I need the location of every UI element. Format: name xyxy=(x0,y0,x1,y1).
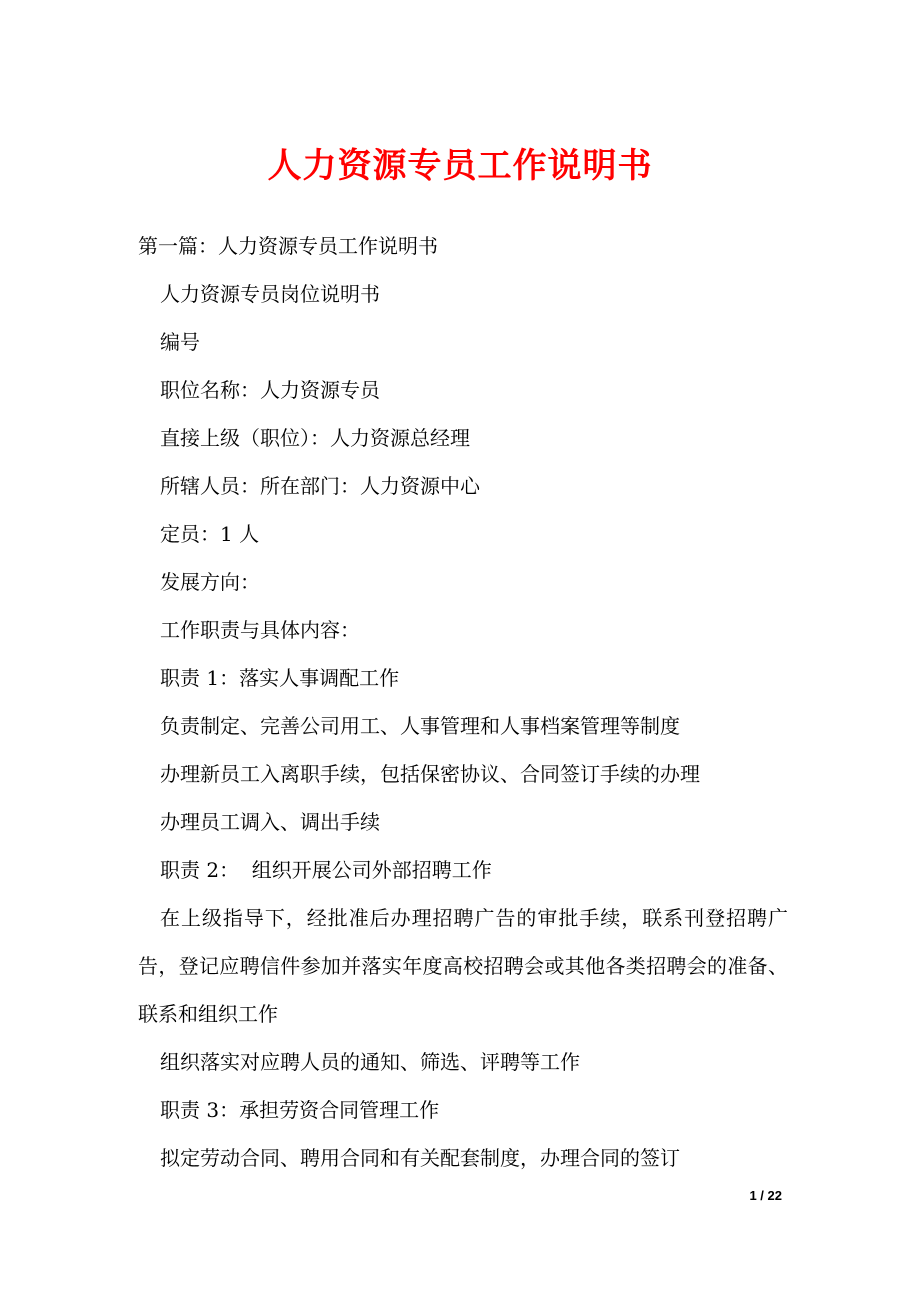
paragraph-career-direction: 发展方向： xyxy=(160,570,260,594)
paragraph-duty-1-item-2: 办理新员工入离职手续，包括保密协议、合同签订手续的办理 xyxy=(160,762,700,786)
paragraph-department: 所辖人员：所在部门：人力资源中心 xyxy=(160,474,480,498)
paragraph-duty-1-item-3: 办理员工调入、调出手续 xyxy=(160,810,380,834)
paragraph-duty-2-item-1: 在上级指导下，经批准后办理招聘广告的审批手续，联系刊登招聘广告，登记应聘信件参加并落实年度高校招聘会或其他各类招聘会的准备、联系和组织工作 xyxy=(138,906,788,1026)
paragraph-duty-3-item-1: 拟定劳动合同、聘用合同和有关配套制度，办理合同的签订 xyxy=(160,1146,680,1170)
paragraph-duty-1: 职责 1：落实人事调配工作 xyxy=(160,666,400,690)
page-number: 1 / 22 xyxy=(749,1188,782,1203)
paragraph-headcount: 定员：1 人 xyxy=(160,522,260,546)
paragraph-duty-3: 职责 3：承担劳资合同管理工作 xyxy=(160,1098,440,1122)
paragraph-duty-1-item-1: 负责制定、完善公司用工、人事管理和人事档案管理等制度 xyxy=(160,714,680,738)
paragraph-chapter-heading: 第一篇：人力资源专员工作说明书 xyxy=(138,234,438,258)
paragraph-direct-supervisor: 直接上级（职位）：人力资源总经理 xyxy=(160,426,470,450)
document-title: 人力资源专员工作说明书 xyxy=(267,146,653,186)
paragraph-duties-heading: 工作职责与具体内容： xyxy=(160,618,360,642)
document-body xyxy=(138,222,788,1182)
paragraph-position-name: 职位名称：人力资源专员 xyxy=(160,378,380,402)
paragraph-duty-2: 职责 2： 组织开展公司外部招聘工作 xyxy=(160,858,492,882)
paragraph-number-label: 编号 xyxy=(160,330,200,354)
paragraph-subtitle: 人力资源专员岗位说明书 xyxy=(160,282,380,306)
paragraph-duty-2-item-2: 组织落实对应聘人员的通知、筛选、评聘等工作 xyxy=(160,1050,580,1074)
